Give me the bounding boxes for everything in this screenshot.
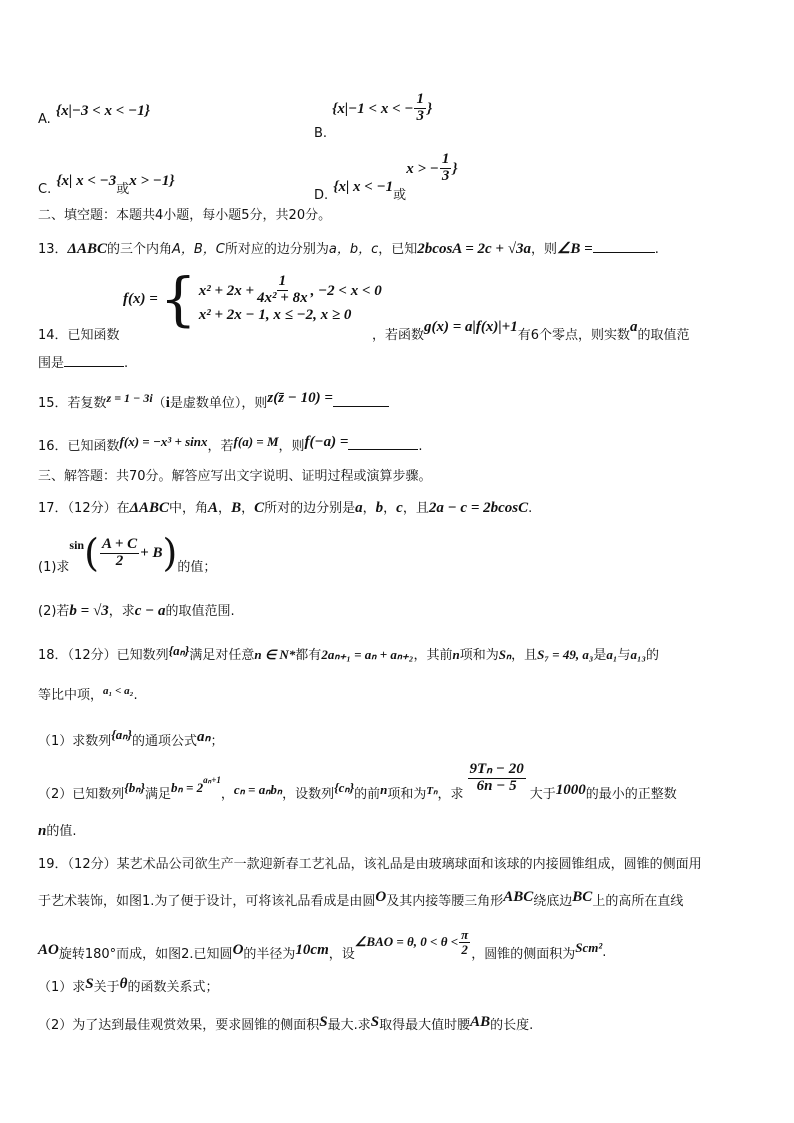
q17-part1-pre: (1)求 — [38, 559, 70, 575]
q17-part2-mid: ，求 — [108, 604, 135, 619]
q17-sep-2: ， — [241, 501, 255, 516]
q18-part2-pre: （2）已知数列 — [38, 786, 125, 802]
q18-a13: a₁₃ — [630, 647, 647, 662]
q19-abc: ABC — [503, 889, 534, 905]
q19-o2: O — [232, 941, 244, 958]
q17-sep-3: ， — [362, 501, 376, 516]
q13-end: . — [654, 242, 659, 257]
q18-part1-an: {aₙ} — [111, 727, 133, 742]
question-17 — [38, 497, 532, 517]
q18-part2-sep: ， — [220, 786, 234, 802]
q16-text2: ，则 — [278, 439, 305, 454]
q18-part2-b: bₙ = 2 — [171, 780, 204, 796]
q18-part2-n: n — [380, 782, 388, 798]
q17-part2 — [38, 600, 235, 620]
option-a-label: A. — [38, 112, 51, 127]
question-15 — [38, 392, 389, 412]
q18-t2: 都有 — [295, 648, 322, 663]
q19-part2-s2: S — [370, 1014, 380, 1030]
q19-o: O — [375, 889, 387, 905]
q19-part1 — [38, 976, 218, 996]
q17-side-c: c — [396, 500, 403, 516]
q18-t8: 的 — [646, 648, 660, 663]
q19-ao: AO — [38, 941, 59, 958]
q19-line3-t2: 的半径为 — [243, 946, 296, 962]
q19-radius: 10cm — [295, 941, 329, 958]
option-d-expr1: {x| x < −1 — [333, 178, 394, 195]
q14-text2: 有6个零点，则实数 — [517, 328, 630, 343]
q18-part1 — [38, 727, 224, 750]
q19-part2 — [38, 1014, 533, 1034]
option-b-expr-post: } — [426, 100, 433, 117]
q18-line2 — [38, 684, 138, 703]
q16-text1: ，若 — [207, 439, 234, 454]
option-d-expr2-pre: x > − — [406, 160, 439, 177]
q16-cond: f(a) = M — [233, 434, 279, 449]
q15-z: z = 1 − 3i — [106, 391, 153, 405]
q17-side-b: b — [375, 500, 384, 516]
q19-part2-end: 的长度. — [490, 1018, 534, 1033]
q18-line2-text: 等比中项， — [38, 688, 104, 703]
q14-line2 — [38, 352, 128, 371]
q19-line2-end: 上的高所在直线 — [592, 894, 684, 909]
q19-line3-t1: 旋转180°而成，如图2.已知圆 — [58, 946, 233, 962]
q15-text1: （ — [152, 396, 166, 411]
q19-s: Scm² — [575, 940, 603, 956]
q13-ask: ∠B = — [556, 241, 593, 257]
q13-equation: 2bcosA = 2c + √3a — [417, 241, 531, 257]
q18-line2-end: . — [133, 688, 138, 703]
q14-case1-frac-num: 1 — [278, 273, 287, 290]
q18-sn: Sₙ — [498, 647, 512, 662]
q14-text1: ，若函数 — [372, 328, 425, 343]
q17-part1-num: A + C — [101, 535, 138, 552]
q18-part1-pre: （1）求数列 — [38, 734, 112, 749]
q15-expr: z(z̄ − 10) = — [267, 390, 333, 406]
section-3-heading: 三、解答题：共70分。解答应写出文字说明、证明过程或演算步骤。 — [38, 469, 432, 484]
q19-line3 — [38, 927, 607, 962]
q18-cond: S₇ = 49, a₃ — [537, 647, 594, 662]
q18-t4: 项和为 — [459, 648, 499, 663]
option-c-expr2: x > −1} — [129, 173, 175, 189]
q15-number: 15．若复数 — [38, 396, 107, 411]
q16-ask: f(−a) = — [304, 434, 349, 450]
question-13 — [38, 238, 659, 258]
q18-n-in: n ∈ N* — [254, 647, 296, 662]
q19-line1: 19．（12分）某艺术品公司欲生产一款迎新春工艺礼品，该礼品是由玻璃球面和该球的内接圆锥组成，圆锥的侧面用 — [38, 857, 702, 872]
q17-number: 17．（12分）在 — [38, 501, 130, 516]
q17-end: . — [528, 501, 533, 516]
q18-part1-a: aₙ — [197, 729, 211, 745]
option-c-expr1: {x| x < −3 — [56, 173, 117, 189]
option-b-frac-num: 1 — [416, 91, 424, 107]
q17-part1-plus: + B — [140, 544, 163, 561]
q14-line2-text: 围是 — [38, 356, 65, 371]
q19-line3-t4: ，圆锥的侧面积为 — [471, 946, 576, 962]
q14-case1-frac-den: 4x² + 8x — [257, 290, 308, 306]
option-d — [314, 151, 458, 203]
q18-part2-line2-n: n — [38, 823, 47, 839]
option-c-label: C. — [38, 182, 52, 197]
q19-line2-mid: 及其内接等腰三角形 — [386, 894, 504, 909]
q18-part2-line2-text: 的值. — [46, 824, 77, 839]
q18-t5: ，且 — [511, 648, 538, 663]
q15-text2: 是虚数单位），则 — [169, 396, 268, 411]
q13-text1: 的三个内角 — [106, 242, 172, 257]
q19-part2-mid2: 取得最大值时腰 — [379, 1018, 471, 1033]
q18-n: n — [452, 647, 460, 662]
q14-case1-pre: x² + 2x + — [198, 283, 255, 299]
option-d-or: 或 — [393, 187, 407, 203]
q18-part2 — [38, 761, 677, 802]
q17-angle-a: A — [208, 500, 219, 516]
q13-text3: ，已知 — [378, 242, 418, 257]
option-d-frac-num: 1 — [441, 151, 450, 167]
q19-line3-t3: ，设 — [328, 946, 355, 962]
q14-piecewise — [123, 265, 382, 333]
q18-part2-t7: 的最小的正整数 — [585, 786, 677, 802]
q18-part2-t3: 的前 — [354, 786, 381, 802]
option-b-frac-den: 3 — [416, 107, 424, 124]
question-16 — [38, 435, 423, 455]
q17-part1-lparen: ( — [84, 531, 99, 575]
q18-number: 18．（12分）已知数列 — [38, 648, 169, 663]
q18-inequality: a₁ < a₂ — [103, 685, 134, 697]
q16-number: 16．已知函数 — [38, 439, 120, 454]
q18-an: {aₙ} — [168, 643, 190, 658]
q19-part2-mid: 最大.求 — [327, 1018, 371, 1033]
q18-part2-t5: ，求 — [437, 786, 464, 802]
q16-end: . — [418, 439, 423, 454]
q14-a: a — [629, 319, 638, 335]
q14-answer-blank[interactable] — [64, 366, 124, 367]
option-d-frac-den: 3 — [441, 167, 450, 184]
option-b-expr-pre: {x|−1 < x < − — [332, 100, 414, 117]
q14-text3: 的取值范 — [637, 328, 690, 343]
q19-part1-s: S — [85, 976, 94, 992]
q13-sides: a，b，c — [328, 242, 379, 257]
q18-part2-bn: {bₙ} — [124, 780, 146, 796]
q18-part2-t: Tₙ — [426, 784, 438, 797]
q19-part1-end: 的函数关系式； — [127, 980, 219, 995]
q14-g: g(x) = a|f(x)|+1 — [424, 319, 518, 335]
q14-f-lhs: f(x) = — [123, 290, 158, 307]
option-d-expr2-post: } — [452, 160, 458, 177]
q19-part2-s: S — [319, 1014, 328, 1030]
q17-sep-1: ， — [218, 501, 232, 516]
q14-brace: { — [159, 265, 197, 333]
option-b-label: B. — [314, 125, 328, 141]
q18-part2-1000: 1000 — [555, 781, 586, 798]
q19-angle-num: π — [461, 927, 469, 942]
q17-triangle: ΔABC — [129, 500, 170, 516]
q18-part2-den: 6n − 5 — [476, 777, 517, 794]
q16-answer-blank[interactable] — [348, 449, 418, 450]
option-a — [38, 103, 150, 128]
q13-text2: 所对应的边分别为 — [224, 242, 329, 257]
q15-i: i — [165, 395, 170, 411]
q18-part2-line2 — [38, 820, 76, 840]
q19-angle-den: 2 — [461, 941, 468, 957]
q14-case1-cond: , −2 < x < 0 — [310, 283, 382, 299]
q17-equation: 2a − c = 2bcosC — [428, 500, 529, 516]
q18-part2-t6: 大于 — [529, 786, 556, 802]
q18-recurrence: 2aₙ₊₁ = aₙ + aₙ₊₂ — [321, 647, 414, 662]
q19-line2-pre: 于艺术装饰，如图1.为了便于设计，可将该礼品看成是由圆 — [38, 894, 376, 909]
q17-text1: 中，角 — [169, 501, 209, 516]
option-d-label: D. — [314, 187, 329, 203]
option-c-or: 或 — [116, 182, 130, 197]
q18-part1-end: ； — [210, 734, 224, 749]
q17-text2: 所对的边分别是 — [264, 501, 356, 516]
q17-part2-post: 的取值范围. — [165, 604, 235, 619]
option-a-expr: {x|−3 < x < −1} — [55, 103, 150, 119]
q18-t1: 满足对任意 — [189, 648, 255, 663]
q19-part2-pre: （2）为了达到最佳观赏效果，要求圆锥的侧面积 — [38, 1018, 320, 1033]
section-2-heading: 二、填空题：本题共4小题，每小题5分，共20分。 — [38, 208, 332, 223]
q13-angles: A，B，C — [171, 242, 225, 257]
q15-answer-blank[interactable] — [333, 406, 389, 407]
q18-part2-exp: aₙ+1 — [203, 774, 221, 785]
q17-part1 — [38, 531, 217, 575]
question-18 — [38, 644, 659, 663]
q17-part1-den: 2 — [115, 552, 124, 569]
q18-t6: 是 — [593, 648, 607, 663]
q13-answer-blank[interactable] — [593, 252, 655, 253]
q17-sep-4: ， — [383, 501, 397, 516]
q18-part2-t4: 项和为 — [387, 786, 427, 802]
q19-part1-mid: 关于 — [93, 980, 120, 995]
q14-end: . — [124, 356, 129, 371]
q18-part2-num: 9Tₙ − 20 — [469, 761, 524, 777]
q18-t3: ，其前 — [413, 648, 453, 663]
q19-part1-pre: （1）求 — [38, 980, 86, 995]
q17-part2-pre: (2)若 — [38, 604, 70, 619]
q17-part1-sin: sin — [69, 537, 85, 552]
q17-text3: ，且 — [402, 501, 429, 516]
q18-part2-c: cₙ = aₙbₙ — [233, 782, 283, 798]
q17-part1-post: 的值； — [177, 559, 217, 575]
q18-part2-t2: ，设数列 — [282, 786, 335, 802]
q19-line2 — [38, 890, 683, 910]
q19-part2-ab: AB — [470, 1014, 491, 1030]
option-b — [314, 91, 433, 141]
q17-angle-c: C — [254, 500, 265, 516]
q14-rest — [372, 316, 690, 343]
q18-part2-cn: {cₙ} — [334, 780, 355, 796]
q17-side-a: a — [355, 500, 363, 516]
option-c — [38, 170, 175, 197]
q16-f: f(x) = −x³ + sinx — [119, 434, 208, 449]
q14-number: 14．已知函数 — [38, 328, 120, 343]
q19-bc: BC — [572, 889, 593, 905]
q13-text4: ，则 — [530, 242, 557, 257]
q17-part2-cond: b = √3 — [69, 603, 109, 619]
question-14 — [38, 320, 120, 343]
q19-line3-end: . — [602, 944, 607, 960]
q17-part1-rparen: ) — [162, 531, 178, 575]
q19-part1-theta: θ — [119, 976, 128, 992]
q14-case2: x² + 2x − 1, x ≤ −2, x ≥ 0 — [198, 306, 352, 323]
q13-triangle: ΔABC — [67, 241, 107, 257]
q19-angle-pre: ∠BAO = θ, 0 < θ < — [354, 934, 459, 950]
q18-part1-mid: 的通项公式 — [132, 734, 198, 749]
q17-part2-expr: c − a — [134, 603, 166, 619]
q13-number: 13． — [38, 242, 68, 257]
q18-a1: a₁ — [606, 647, 618, 662]
q19-line2-mid2: 绕底边 — [533, 894, 573, 909]
q18-part2-t1: 满足 — [145, 786, 172, 802]
q17-angle-b: B — [231, 500, 242, 516]
q18-t7: 与 — [617, 648, 631, 663]
